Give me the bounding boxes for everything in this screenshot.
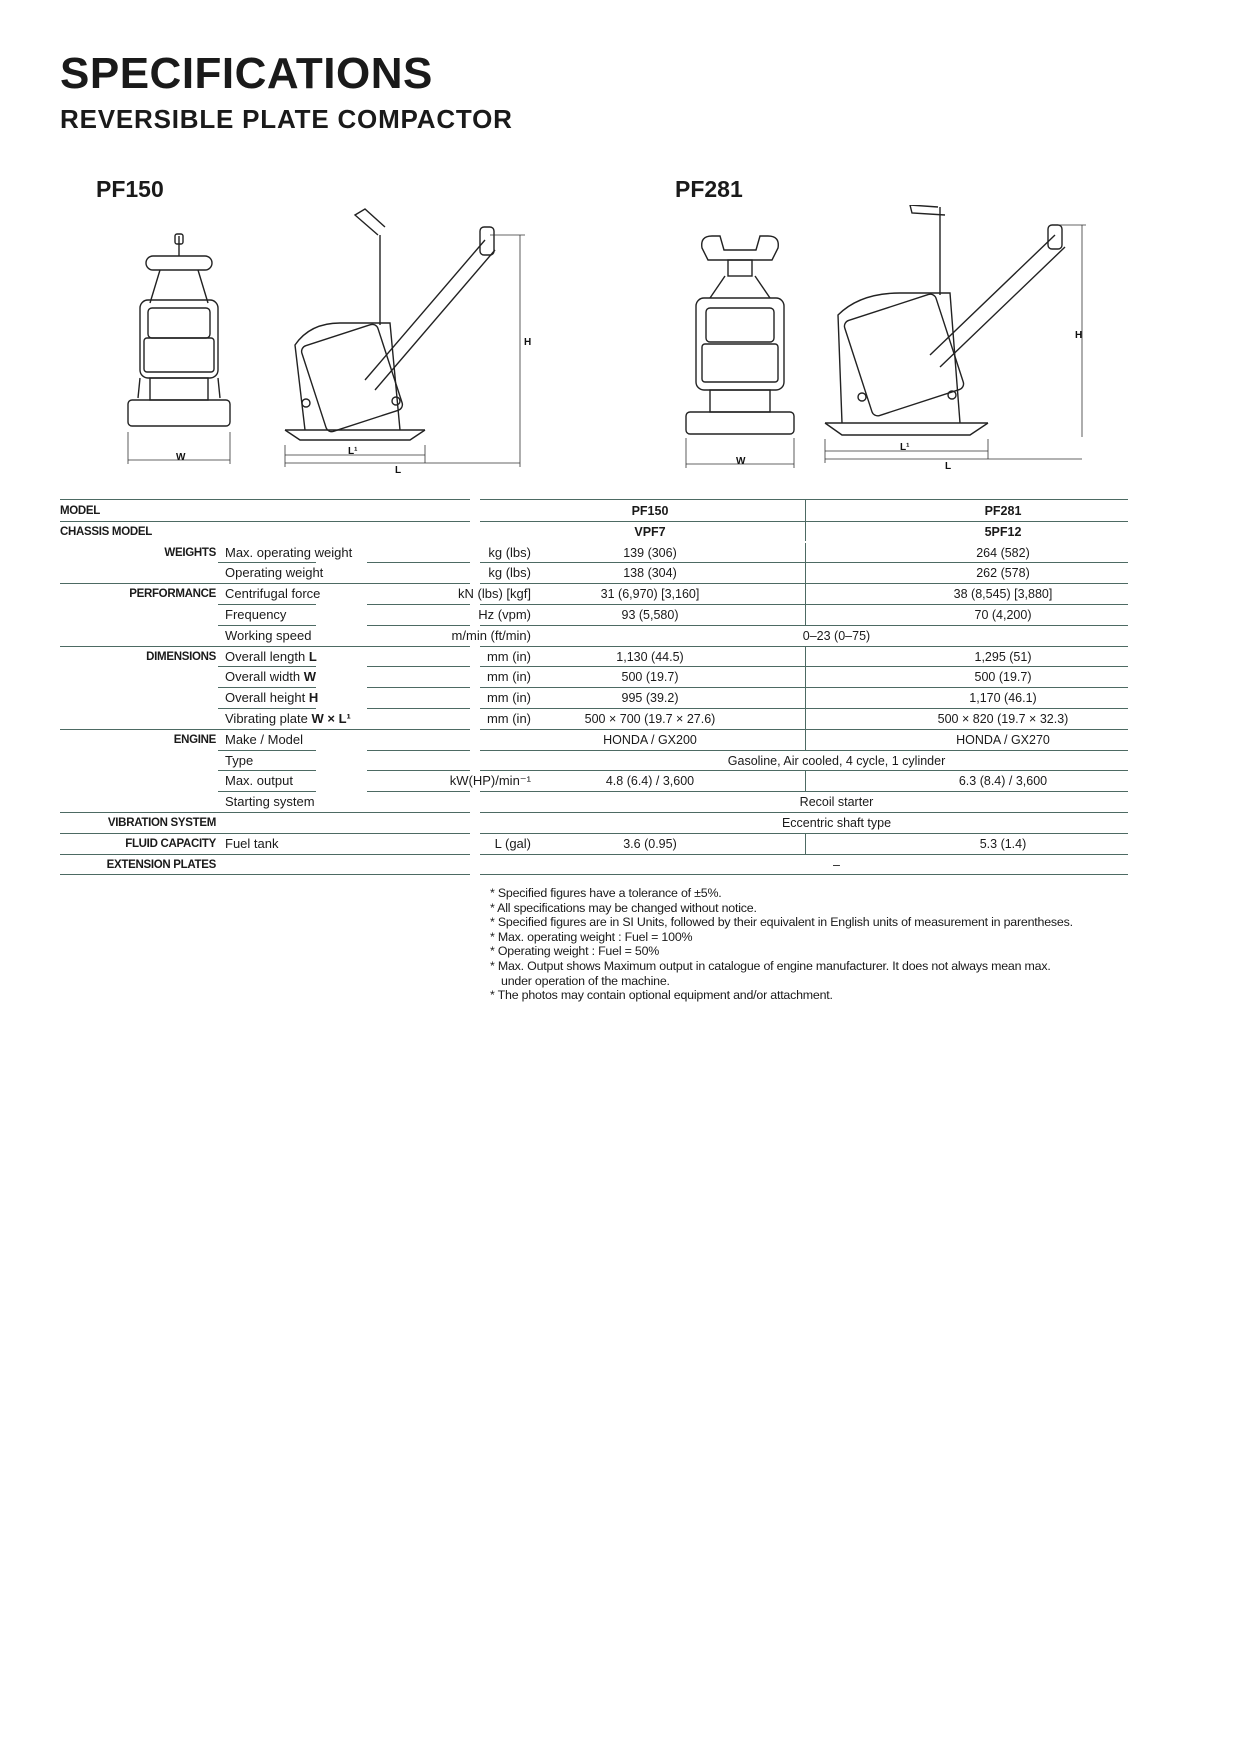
row-unit: L (gal) (494, 835, 531, 851)
row-unit: kW(HP)/min⁻¹ (449, 773, 531, 789)
row-value-pf150: 995 (39.2) (621, 691, 679, 706)
row-unit: m/min (ft/min) (451, 627, 531, 643)
row-value-pf281: HONDA / GX270 (956, 732, 1050, 747)
table-row (60, 647, 1128, 668)
pf281-front-view-drawing (680, 228, 800, 473)
row-parameter (225, 834, 367, 854)
row-value-pf281: 38 (8,545) [3,880] (953, 587, 1053, 602)
dim-w-label: W (176, 452, 186, 463)
table-row (60, 667, 1128, 688)
model-label: MODEL (60, 505, 101, 517)
row-parameter (225, 626, 367, 646)
page-subtitle: REVERSIBLE PLATE COMPACTOR (60, 104, 513, 134)
row-unit: mm (in) (486, 711, 531, 726)
row-parameter-symbol: W × L¹ (311, 711, 351, 726)
footnote-line: * Specified figures are in SI Units, followed by their equivalent in English units of measurement in parentheses. (490, 915, 1073, 930)
footnote-line: under operation of the machine. (501, 973, 670, 988)
row-parameter-text: Overall length (225, 648, 309, 664)
row-value-pf281: 500 (19.7) (974, 670, 1032, 685)
row-unit: mm (in) (486, 648, 531, 664)
row-parameter-text: Centrifugal force (225, 586, 321, 602)
row-category: WEIGHTS (164, 546, 216, 559)
row-parameter-text: Working speed (225, 627, 312, 643)
footnote-line: * All specifications may be changed without notice. (490, 900, 757, 915)
row-value-pf281: 5.3 (1.4) (979, 836, 1027, 851)
row-parameter (225, 771, 367, 791)
row-parameter-text: Max. output (225, 773, 293, 789)
table-row-chassis (60, 522, 1128, 543)
row-parameter (225, 647, 367, 667)
pf150-front-view-drawing (120, 228, 240, 473)
dim-l-label: L (395, 465, 402, 475)
row-value-pf150: 500 × 700 (19.7 × 27.6) (584, 712, 716, 726)
row-parameter-symbol: L (308, 648, 317, 664)
row-parameter-text: Make / Model (225, 731, 304, 747)
table-row (60, 855, 1128, 876)
row-value-pf150: 1,130 (44.5) (616, 649, 684, 664)
row-value-pf281: 264 (582) (976, 545, 1030, 560)
row-value-pf150: HONDA / GX200 (603, 732, 697, 747)
footnote-line: * Max. operating weight : Fuel = 100% (490, 929, 693, 944)
table-rule (60, 521, 470, 522)
row-value-pf281: 500 × 820 (19.7 × 32.3) (937, 712, 1069, 726)
dim-l1-label: L¹ (900, 442, 910, 453)
row-category: EXTENSION PLATES (106, 858, 216, 871)
dim-h-label: H (524, 337, 532, 348)
dim-l1-label: L¹ (348, 446, 358, 457)
row-unit: Hz (vpm) (478, 607, 531, 622)
row-value-shared: Eccentric shaft type (781, 816, 892, 830)
row-value-pf150: 4.8 (6.4) / 3,600 (605, 774, 695, 789)
row-value-pf281: 70 (4,200) (974, 608, 1032, 622)
table-row (60, 771, 1128, 792)
row-value-pf150: 3.6 (0.95) (623, 836, 677, 851)
row-parameter-symbol: W (303, 669, 317, 685)
chassis-value: 5PF12 (984, 524, 1022, 539)
row-category: ENGINE (173, 733, 216, 746)
table-row (60, 813, 1128, 834)
row-value-pf150: 138 (304) (623, 566, 677, 581)
pf281-side-view-drawing (820, 205, 1090, 475)
page-title: SPECIFICATIONS (60, 49, 433, 98)
footnote-line: * The photos may contain optional equipment and/or attachment. (490, 988, 833, 1003)
drawing-label-pf281: PF281 (675, 176, 743, 202)
row-parameter-text: Vibrating plate (225, 711, 312, 726)
row-parameter-text: Frequency (225, 607, 287, 622)
row-parameter-text: Type (225, 752, 254, 768)
table-row (60, 834, 1128, 855)
row-category: DIMENSIONS (146, 650, 216, 663)
model-value: PF281 (984, 504, 1022, 518)
row-value-pf150: 139 (306) (623, 545, 677, 560)
table-rule (480, 874, 1128, 875)
row-value-shared: Recoil starter (799, 795, 874, 810)
dim-h-label: H (1075, 330, 1083, 341)
row-category: PERFORMANCE (129, 588, 216, 601)
table-rule (60, 874, 470, 875)
row-parameter (225, 730, 367, 750)
table-row (60, 688, 1128, 709)
table-row (60, 584, 1128, 605)
row-value-pf281: 262 (578) (976, 566, 1030, 581)
row-unit: mm (in) (486, 690, 531, 706)
table-row (60, 563, 1128, 584)
table-row (60, 730, 1128, 751)
footnote-line: * Max. Output shows Maximum output in catalogue of engine manufacturer. It does not always mean max. (490, 958, 1051, 973)
dim-l-label: L (945, 461, 952, 472)
row-parameter-text: Fuel tank (225, 835, 279, 851)
dim-w-label: W (736, 456, 746, 467)
table-rule (60, 499, 470, 500)
row-parameter (225, 751, 367, 771)
chassis-value: VPF7 (634, 524, 666, 539)
column-divider (805, 499, 806, 541)
row-parameter (225, 792, 367, 812)
row-value-shared: 0–23 (0–75) (802, 628, 871, 643)
row-value-pf281: 6.3 (8.4) / 3,600 (958, 774, 1048, 789)
row-parameter (225, 563, 367, 583)
table-rule (480, 499, 1128, 500)
row-parameter (225, 688, 367, 708)
footnote-line: * Operating weight : Fuel = 50% (490, 944, 660, 959)
row-parameter-text: Max. operating weight (225, 544, 353, 560)
row-value-pf150: 31 (6,970) [3,160] (600, 587, 700, 602)
row-value-shared: Gasoline, Air cooled, 4 cycle, 1 cylinder (727, 753, 946, 768)
row-parameter-text: Starting system (225, 794, 315, 810)
row-category: FLUID CAPACITY (125, 837, 216, 850)
footnote-line: * Specified figures have a tolerance of ±5%. (490, 886, 722, 900)
row-parameter-text: Overall height (225, 690, 309, 706)
row-unit: kN (lbs) [kgf] (458, 586, 531, 602)
row-parameter-text: Operating weight (225, 565, 324, 581)
row-value-pf150: 500 (19.7) (621, 670, 679, 685)
row-unit: kg (lbs) (488, 544, 531, 560)
table-row (60, 751, 1128, 772)
row-parameter (225, 543, 367, 563)
row-category: VIBRATION SYSTEM (107, 817, 216, 829)
table-row (60, 626, 1128, 647)
row-parameter (225, 605, 367, 625)
footnotes (490, 886, 1140, 1003)
chassis-label: CHASSIS MODEL (60, 525, 152, 538)
row-parameter (225, 709, 367, 729)
row-unit: kg (lbs) (488, 565, 531, 581)
row-parameter (225, 584, 367, 604)
model-value: PF150 (631, 504, 669, 518)
row-value-pf150: 93 (5,580) (621, 608, 679, 622)
row-unit: mm (in) (486, 669, 531, 685)
row-parameter-text: Overall width (225, 669, 304, 685)
row-parameter (225, 667, 367, 687)
table-row-model (60, 501, 1128, 522)
row-value-pf281: 1,170 (46.1) (969, 691, 1037, 706)
table-row (60, 709, 1128, 730)
row-value-pf281: 1,295 (51) (974, 649, 1032, 664)
row-value-shared: – (833, 857, 840, 872)
table-rule (480, 521, 1128, 522)
table-row (60, 605, 1128, 626)
table-row (60, 792, 1128, 813)
drawing-label-pf150: PF150 (96, 176, 164, 202)
row-parameter-symbol: H (308, 690, 319, 706)
table-row (60, 543, 1128, 564)
pf150-side-view-drawing (280, 205, 540, 475)
